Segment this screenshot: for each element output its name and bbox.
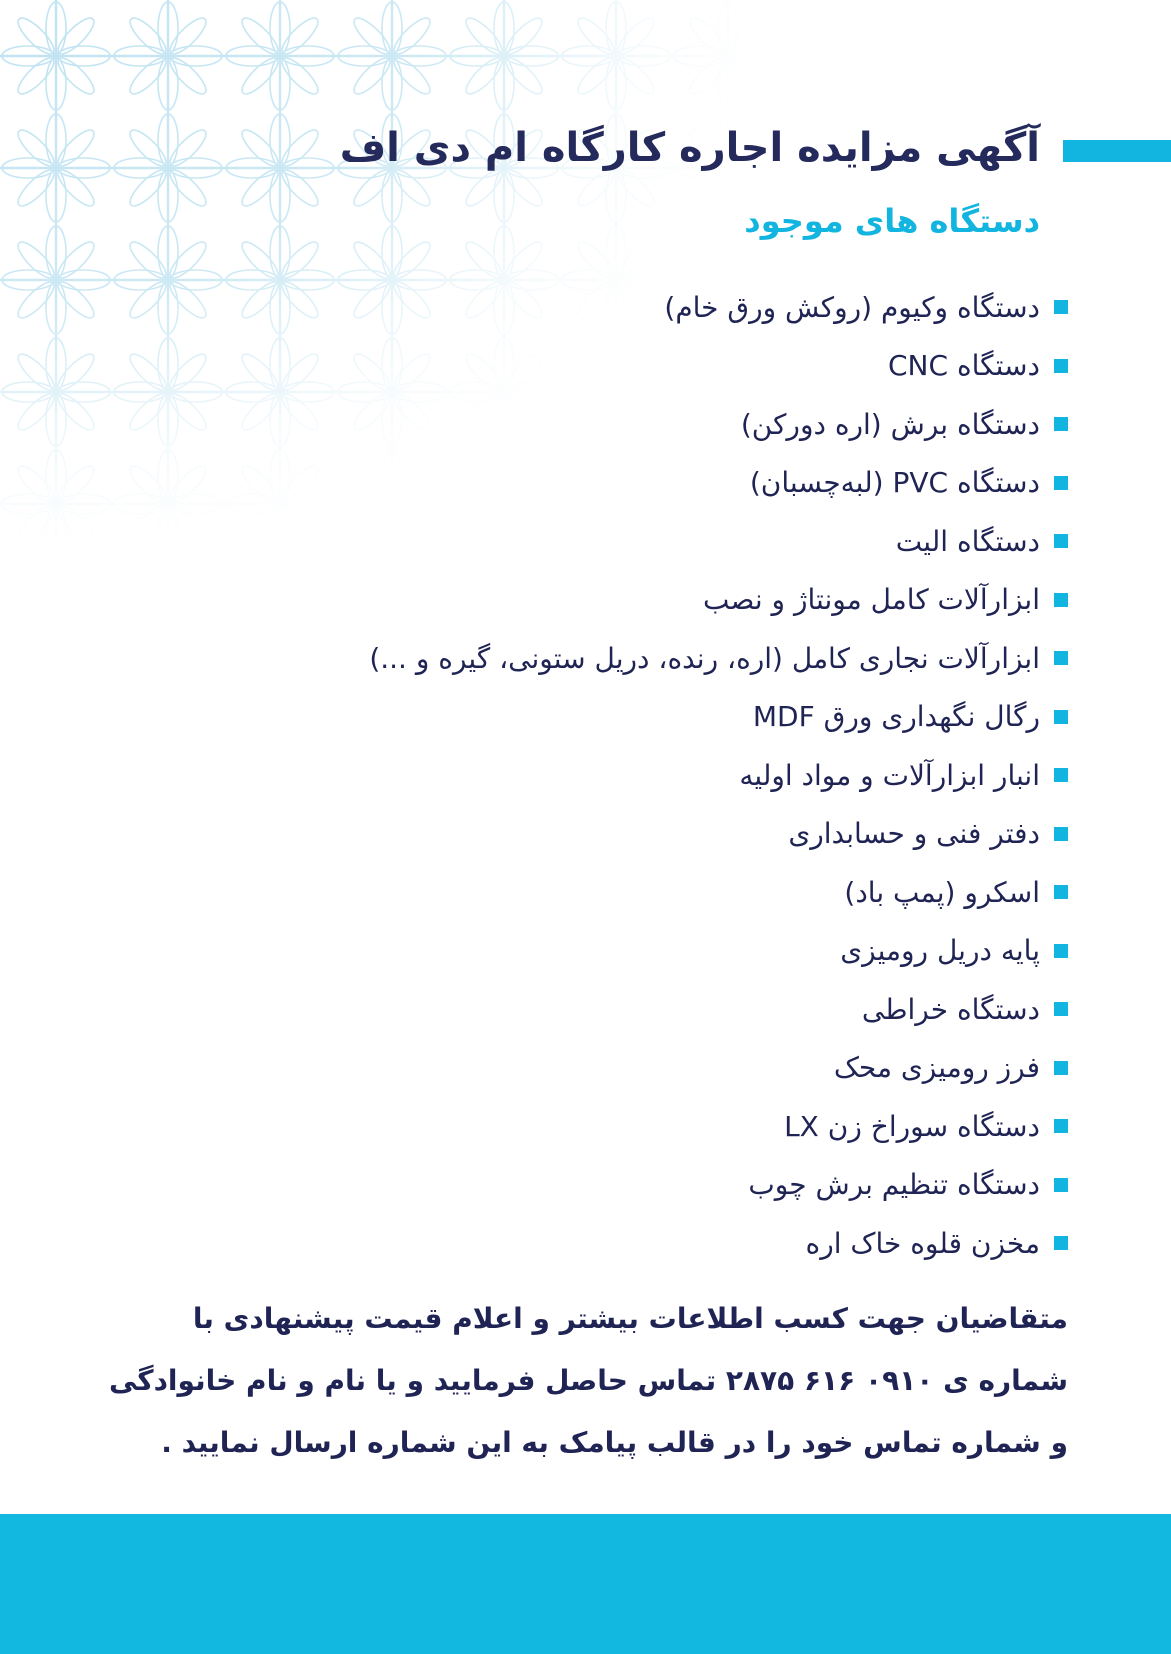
list-item [68,337,1068,396]
bullet-icon [1054,1119,1068,1133]
device-label: دستگاه سوراخ زن LX [784,1109,1040,1143]
bullet-icon [1054,1178,1068,1192]
bullet-icon [1054,476,1068,490]
list-item [68,746,1068,805]
bullet-icon [1054,534,1068,548]
list-item [68,980,1068,1039]
contact-paragraph [88,1288,1068,1474]
device-label: دستگاه برش (اره دورکن) [740,407,1040,441]
device-label: ابزارآلات کامل مونتاژ و نصب [703,583,1040,617]
bullet-icon [1054,651,1068,665]
list-item [68,1156,1068,1215]
list-item [68,512,1068,571]
device-label: دستگاه PVC (لبه‌چسبان) [749,466,1040,500]
device-label: دستگاه الیت [895,524,1040,558]
contact-line: شماره ی ۰۹۱۰ ۶۱۶ ۲۸۷۵ تماس حاصل فرمایید و یا نام و نام خانوادگی [108,1364,1068,1397]
bullet-icon [1054,768,1068,782]
list-item [68,805,1068,864]
bullet-icon [1054,1236,1068,1250]
list-item [68,922,1068,981]
title-accent-bar [1063,140,1171,162]
list-item [68,1039,1068,1098]
device-label: دستگاه خراطی [861,992,1040,1026]
device-label: پایه دریل رومیزی [840,934,1040,968]
bullet-icon [1054,885,1068,899]
list-item [68,571,1068,630]
device-label: دستگاه تنظیم برش چوب [748,1168,1040,1202]
list-item [68,688,1068,747]
device-label: انبار ابزارآلات و مواد اولیه [739,758,1040,792]
device-label: مخزن قلوه خاک اره [805,1226,1040,1260]
bullet-icon [1054,827,1068,841]
device-list [68,278,1068,1273]
bullet-icon [1054,1002,1068,1016]
list-item [68,454,1068,513]
list-item [68,395,1068,454]
bullet-icon [1054,1061,1068,1075]
device-label: ابزارآلات نجاری کامل (اره، رنده، دریل ستونی، گیره و ...) [369,641,1040,675]
page-title: آگهی مزایده اجاره کارگاه ام دی اف [339,125,1040,171]
list-item [68,278,1068,337]
device-label: دستگاه CNC [888,349,1040,383]
device-label: فرز رومیزی محک [833,1051,1040,1085]
bullet-icon [1054,300,1068,314]
device-label: رگال نگهداری ورق MDF [752,700,1040,734]
section-subtitle: دستگاه های موجود [744,202,1040,240]
bullet-icon [1054,593,1068,607]
footer-band [0,1514,1171,1654]
list-item [68,1214,1068,1273]
bullet-icon [1054,417,1068,431]
contact-line: متقاضیان جهت کسب اطلاعات بیشتر و اعلام قیمت پیشنهادی با [192,1302,1068,1335]
bullet-icon [1054,944,1068,958]
device-label: دفتر فنی و حسابداری [788,817,1040,851]
device-label: اسکرو (پمپ باد) [844,875,1040,909]
bullet-icon [1054,710,1068,724]
contact-line: و شماره تماس خود را در قالب پیامک به این شماره ارسال نمایید . [161,1426,1068,1459]
list-item [68,863,1068,922]
device-label: دستگاه وکیوم (روکش ورق خام) [664,290,1040,324]
list-item [68,629,1068,688]
bullet-icon [1054,359,1068,373]
list-item [68,1097,1068,1156]
